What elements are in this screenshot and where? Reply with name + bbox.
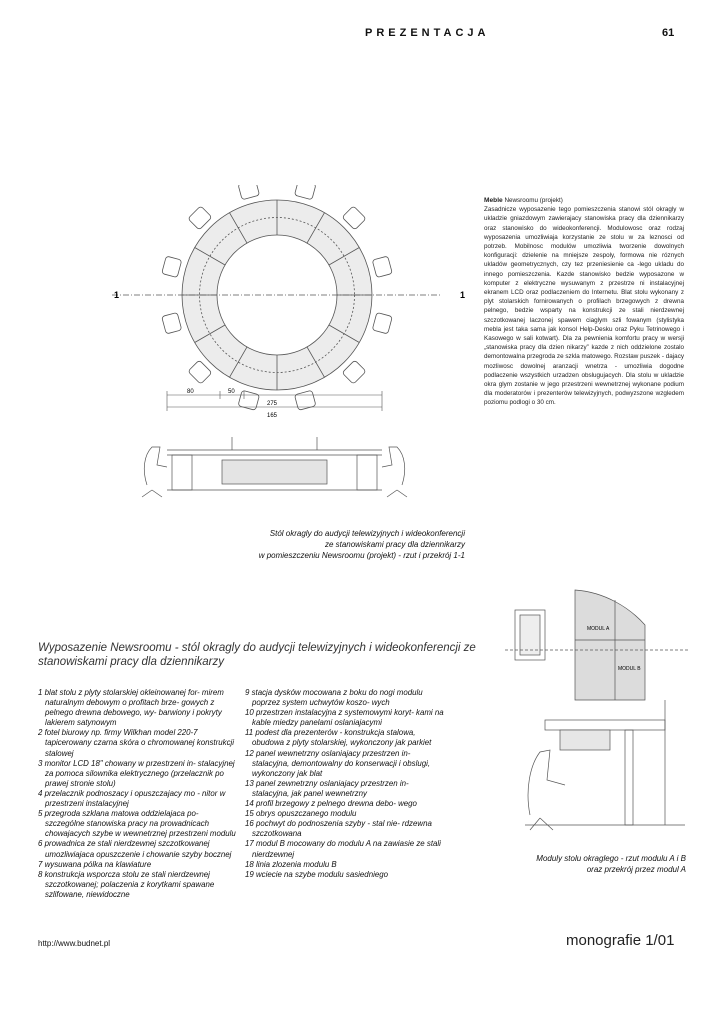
legend-item: 2 fotel biurowy np. firmy Wilkhan model 220-7 tapicerowany czarna skóra o chromowanej konstrukcji stalowej	[38, 728, 235, 758]
page-number: 61	[662, 27, 675, 39]
legend-item: 9 stacja dysków mocowana z boku do nogi modulu poprzez system uchwytów koszo- wych	[245, 688, 423, 708]
figure-caption-1	[190, 528, 465, 561]
description-subtitle: Newsroomu (projekt)	[504, 197, 563, 204]
description-title: Meble	[484, 197, 503, 204]
module-label-a: MODUL A	[587, 626, 610, 632]
dimension-label: 50	[228, 389, 235, 395]
chair-outline	[238, 185, 260, 200]
legend-right	[245, 688, 445, 880]
table-plan-drawing	[112, 185, 472, 515]
description-text	[484, 196, 684, 408]
legend-item: 5 przegroda szklana matowa oddzielajaca po- szczególne stanowiska pracy na prowadnicach chowajacych szybe w wewnetrznej przestrzeni modulu	[38, 809, 236, 839]
chair-outline	[162, 312, 182, 334]
legend-item: 19 wciecie na szybe modulu sasiedniego	[245, 869, 388, 879]
chair-outline	[342, 360, 366, 384]
section-title: PREZENTACJA	[365, 27, 490, 39]
dimension-label: 165	[267, 413, 278, 419]
footer-issue: monografie 1/01	[566, 932, 675, 949]
legend-item: 14 profil brzegowy z pelnego drewna debo- wego	[245, 799, 417, 809]
chair-outline	[372, 312, 392, 334]
legend-item: 8 konstrukcja wsporcza stolu ze stali nierdzewnej szczotkowanej; polaczenia z korytkami spawane szlifowane, niewidoczne	[38, 869, 215, 899]
chair-outline	[294, 185, 316, 200]
dimension-label: 275	[267, 401, 278, 407]
legend-item: 15 obrys opuszczanego modulu	[245, 809, 357, 819]
legend-item: 10 przestrzen instalacyjna z systemowymi koryt- kami na kable miedzy panelami oslaniajacymi	[245, 708, 444, 728]
legend-item: 4 przelacznik podnoszacy i opuszczajacy mo - nitor w przestrzeni instalacyjnej	[38, 788, 226, 809]
chair-outline	[188, 206, 212, 230]
section-view	[142, 437, 407, 497]
section-marker-left: 1	[114, 290, 120, 300]
footer-url: http://www.budnet.pl	[38, 939, 111, 948]
chair-outline	[238, 390, 260, 410]
legend-item: 7 wysuwana pólka na klawiature	[38, 859, 152, 869]
chair-outline	[342, 206, 366, 230]
caption-line: oraz przekrój przez modul A	[586, 865, 686, 874]
caption-line: w pomieszczeniu Newsroomu (projekt) - rzut i przekrój 1-1	[258, 551, 465, 560]
legend-item: 3 monitor LCD 18" chowany w przestrzeni in- stalacyjnej za pomoca silownika elektrycznego (przelacznik po prawej stronie stolu)	[38, 758, 235, 788]
chair-outline	[188, 360, 212, 384]
legend-item: 6 prowadnica ze stali nierdzewnej szczotkowanej umozliwiajaca opuszczenie i chowanie szyby bocznej	[38, 839, 232, 859]
description-body: Zasadnicze wyposazenie tego pomieszczenia stanowi stól okragly w ukladzie gniazdowym zawierajacy stanowiska pracy dla dziennikarzy oraz stanowisko do wideokonferencji. Modulowosc oraz rodzaj wyposazenia umozliwiaja korzystanie ze stolu w za leznosci od potrzeb. Mobilnosc modulów umozliwia tworzenie dowolnych konfiguracji: dzielenie na mniejsze zespoly, formowa nie róznych ukladów geometrycznych, czy tez przeniesienie ca -lego ukladu do innego pomieszczenia. Kazde stanowisko bedzie wyposazone w komputer z elektryczne wysuwanym z przestrze ni instalacyjnej ekranem LCD oraz podlaczeniem do Internetu. Blat stolu wykonany z plyt stolarskich fornirowanych o profilach brzegowych z drewna pelnego, bedzie wsparty na konstrukcji ze stali nierdzewnej szczotkowanej laczonej spawem ciaglym szli fowanym (stylistyka mebla jest taka sama jak konsol Help-Desku oraz Pyku Tetrinowego i Kasowego w sali kotwart). Dla za pewnienia komfortu pracy w wersji „stanowiska pracy dla dzien nikarzy” kazde z nich oddzielone zostalo demontowalna przegroda ze szkla matowego. Rozstaw puszek - dajacy mozliwosc dowolnej aranzacji wnetrza - umozliwia dogodne podlaczenie wszystkich urzadzen obslugujacych. Dla stolu w ukladzie okra glym zostanie w jego przestrzeni wewnetrznej wykonane podium dla moderatorów i prezenterów telewizyjnych, podwyzszone wzgledem poziomu podlogi o 30 cm.	[484, 206, 684, 407]
legend-item: 1 blat stolu z plyty stolarskiej okleinowanej for- mirem naturalnym debowym o profitach brze- gowych z pelnego drewna debowego, wy- barwiony i pokryty lakierem satynowym	[38, 688, 224, 728]
legend-item: 18 linia zlozenia modulu B	[245, 859, 337, 869]
legend-item: 12 panel wewnetrzny oslaniajacy przestrzen in- stalacyjna, demontowalny do konserwacji i obslugi, wykonczony jak blat	[245, 748, 431, 778]
caption-line: Moduly stolu okraglego - rzut modulu A i B	[536, 854, 686, 863]
legend-item: 17 modul B mocowany do modulu A na zawiasie ze stali nierdzewnej	[245, 839, 441, 859]
dimension-label: 80	[187, 389, 194, 395]
legend-item: 11 podest dla prezenterów - konstrukcja stalowa, obudowa z plyty stolarskiej, wykonczony jak parkiet	[245, 728, 432, 748]
chair-outline	[294, 390, 316, 410]
section-heading: Wyposazenie Newsroomu - stól okragly do audycji telewizyjnych i wideokonferencji ze stanowiskami pracy dla dziennikarzy	[38, 642, 476, 668]
caption-line: Stól okragly do audycji telewizyjnych i wideokonferencji	[269, 529, 465, 538]
chair-outline	[372, 256, 392, 278]
legend-item: 13 panel zewnetrzny oslaniajacy przestrzen in- stalacyjna, jak panel wewnetrzny	[245, 778, 409, 798]
caption-line: ze stanowiskami pracy dla dziennikarzy	[324, 540, 465, 549]
module-label-b: MODUL B	[618, 666, 641, 672]
legend-left	[38, 688, 238, 900]
legend-item: 16 pochwyt do podnoszenia szyby - stal nie- rdzewna szczotkowana	[245, 819, 432, 839]
module-drawing	[505, 580, 695, 845]
figure-caption-2	[480, 853, 686, 875]
section-marker-right: 1	[460, 290, 466, 300]
chair-outline	[162, 256, 182, 278]
